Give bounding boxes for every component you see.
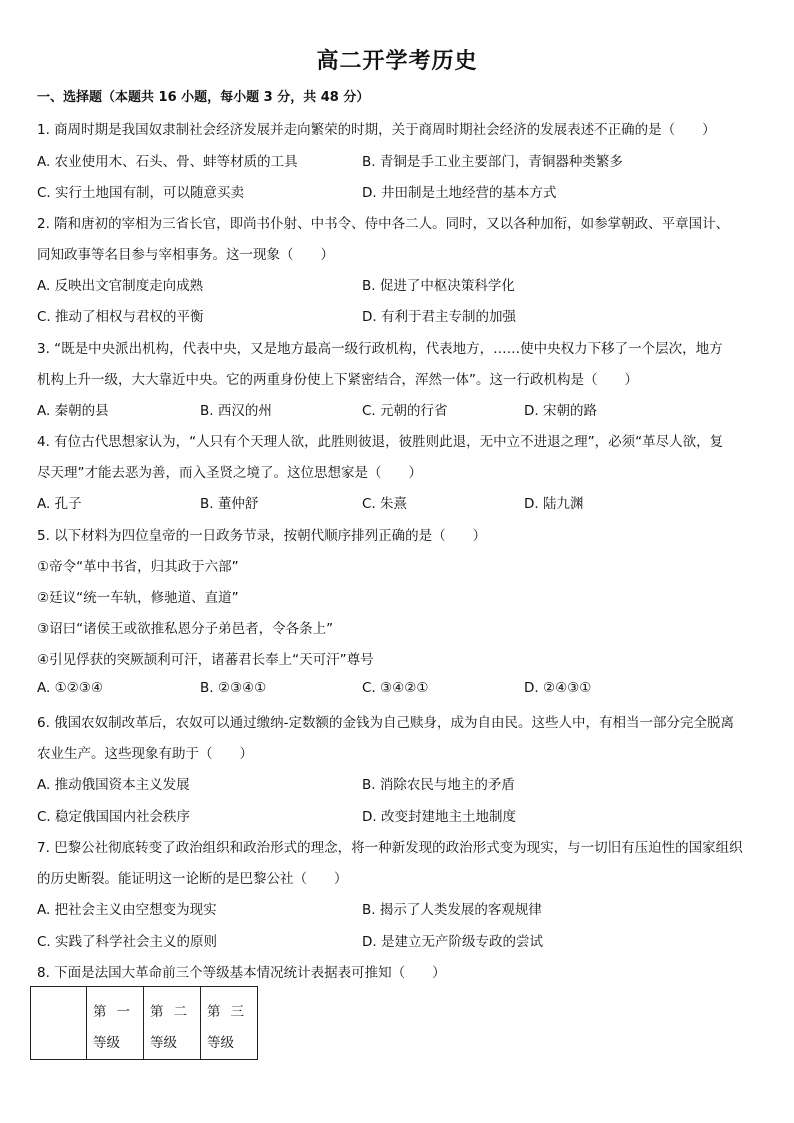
question-5-option-d: D. ②④③① [524,680,592,696]
question-1-option-b: B. 青铜是手工业主要部门，青铜器种类繁多 [362,154,623,170]
question-5-option-b: B. ②③④① [200,680,267,696]
page-title: 高二开学考历史 [316,49,478,74]
question-7-option-b: B. 揭示了人类发展的客观规律 [362,902,542,918]
question-2-option-a: A. 反映出文官制度走向成熟 [37,278,204,294]
question-1-option-d: D. 井田制是土地经营的基本方式 [362,185,557,201]
question-4-option-c: C. 朱熹 [362,496,408,512]
header-bottom-text: 等级 [150,1035,177,1051]
question-7-option-d: D. 是建立无产阶级专政的尝试 [362,934,543,950]
header-top-text: 第二 [150,1004,197,1020]
question-5-item-1: ①帝令“革中书省，归其政于六部” [37,559,239,575]
question-1-option-c: C. 实行土地国有制，可以随意买卖 [37,185,245,201]
header-top-text: 第三 [207,1004,254,1020]
question-6-option-c: C. 稳定俄国国内社会秩序 [37,809,191,825]
question-3-line-1: 3. “既是中央派出机构，代表中央，又是地方最高一级行政机构，代表地方，……使中央权力下移了一个层次，地方 [37,341,723,357]
table-header-first-estate [87,987,144,1060]
header-top-text: 第一 [93,1004,140,1020]
question-3-option-c: C. 元朝的行省 [362,403,448,419]
question-7-option-a: A. 把社会主义由空想变为现实 [37,902,217,918]
question-2-option-d: D. 有利于君主专制的加强 [362,309,516,325]
question-1-option-a: A. 农业使用木、石头、骨、蚌等材质的工具 [37,154,298,170]
question-6-option-a: A. 推动俄国资本主义发展 [37,777,190,793]
table-header-third-estate [201,987,258,1060]
question-6-line-1: 6. 俄国农奴制改革后，农奴可以通过缴纳-定数额的金钱为自己赎身，成为自由民。这些人中，有相当一部分完全脱离 [37,715,735,731]
table-corner-cell [31,987,87,1060]
estates-table [30,986,258,1060]
question-5-option-c: C. ③④②① [362,680,429,696]
question-6-option-b: B. 消除农民与地主的矛盾 [362,777,515,793]
question-3-option-b: B. 西汉的州 [200,403,272,419]
question-3-option-d: D. 宋朝的路 [524,403,597,419]
question-2-option-c: C. 推动了相权与君权的平衡 [37,309,204,325]
question-4-line-1: 4. 有位古代思想家认为，“人只有个天理人欲，此胜则彼退，彼胜则此退，无中立不进退之理”，必须“革尽人欲，复 [37,434,724,450]
table-header-second-estate [144,987,201,1060]
question-7-line-1: 7. 巴黎公社彻底转变了政治组织和政治形式的理念，将一种新发现的政治形式变为现实，与一切旧有压迫性的国家组织 [37,840,743,856]
question-2-line-1: 2. 隋和唐初的宰相为三省长官，即尚书仆射、中书令、侍中各二人。同时，又以各种加衔，如参掌朝政、平章国计、 [37,216,730,232]
question-7-option-c: C. 实践了科学社会主义的原则 [37,934,218,950]
question-4-line-2: 尽天理”才能去恶为善，而入圣贤之境了。这位思想家是（ ） [37,465,422,481]
question-3-line-2: 机构上升一级，大大靠近中央。它的两重身份使上下紧密结合，浑然一体”。这一行政机构是（ ） [37,372,638,388]
section-heading: 一、选择题（本题共 16 小题，每小题 3 分，共 48 分） [37,90,370,105]
question-6-line-2: 农业生产。这些现象有助于（ ） [37,746,253,762]
question-6-option-d: D. 改变封建地主土地制度 [362,809,516,825]
question-5-line-1: 5. 以下材料为四位皇帝的一日政务节录，按朝代顺序排列正确的是（ ） [37,528,487,544]
question-1-line-1: 1. 商周时期是我国奴隶制社会经济发展并走向繁荣的时期，关于商周时期社会经济的发展表述不正确的是（ ） [37,122,716,138]
question-7-line-2: 的历史断裂。能证明这一论断的是巴黎公社（ ） [37,871,348,887]
question-4-option-a: A. 孔子 [37,496,82,512]
question-5-item-4: ④引见俘获的突厥颉利可汗，诸蕃君长奉上“天可汗”尊号 [37,652,374,668]
question-2-option-b: B. 促进了中枢决策科学化 [362,278,515,294]
header-bottom-text: 等级 [207,1035,234,1051]
question-5-item-3: ③诏曰“诸侯王或欲推私恩分子弟邑者，令各条上” [37,621,334,637]
question-4-option-d: D. 陆九渊 [524,496,584,512]
question-5-option-a: A. ①②③④ [37,680,103,696]
question-3-option-a: A. 秦朝的县 [37,403,109,419]
question-5-item-2: ②廷议“统一车轨，修驰道、直道” [37,590,239,606]
header-bottom-text: 等级 [93,1035,120,1051]
question-8-line-1: 8. 下面是法国大革命前三个等级基本情况统计表据表可推知（ ） [37,965,446,981]
question-4-option-b: B. 董仲舒 [200,496,259,512]
question-2-line-2: 同知政事等名目参与宰相事务。这一现象（ ） [37,247,334,263]
